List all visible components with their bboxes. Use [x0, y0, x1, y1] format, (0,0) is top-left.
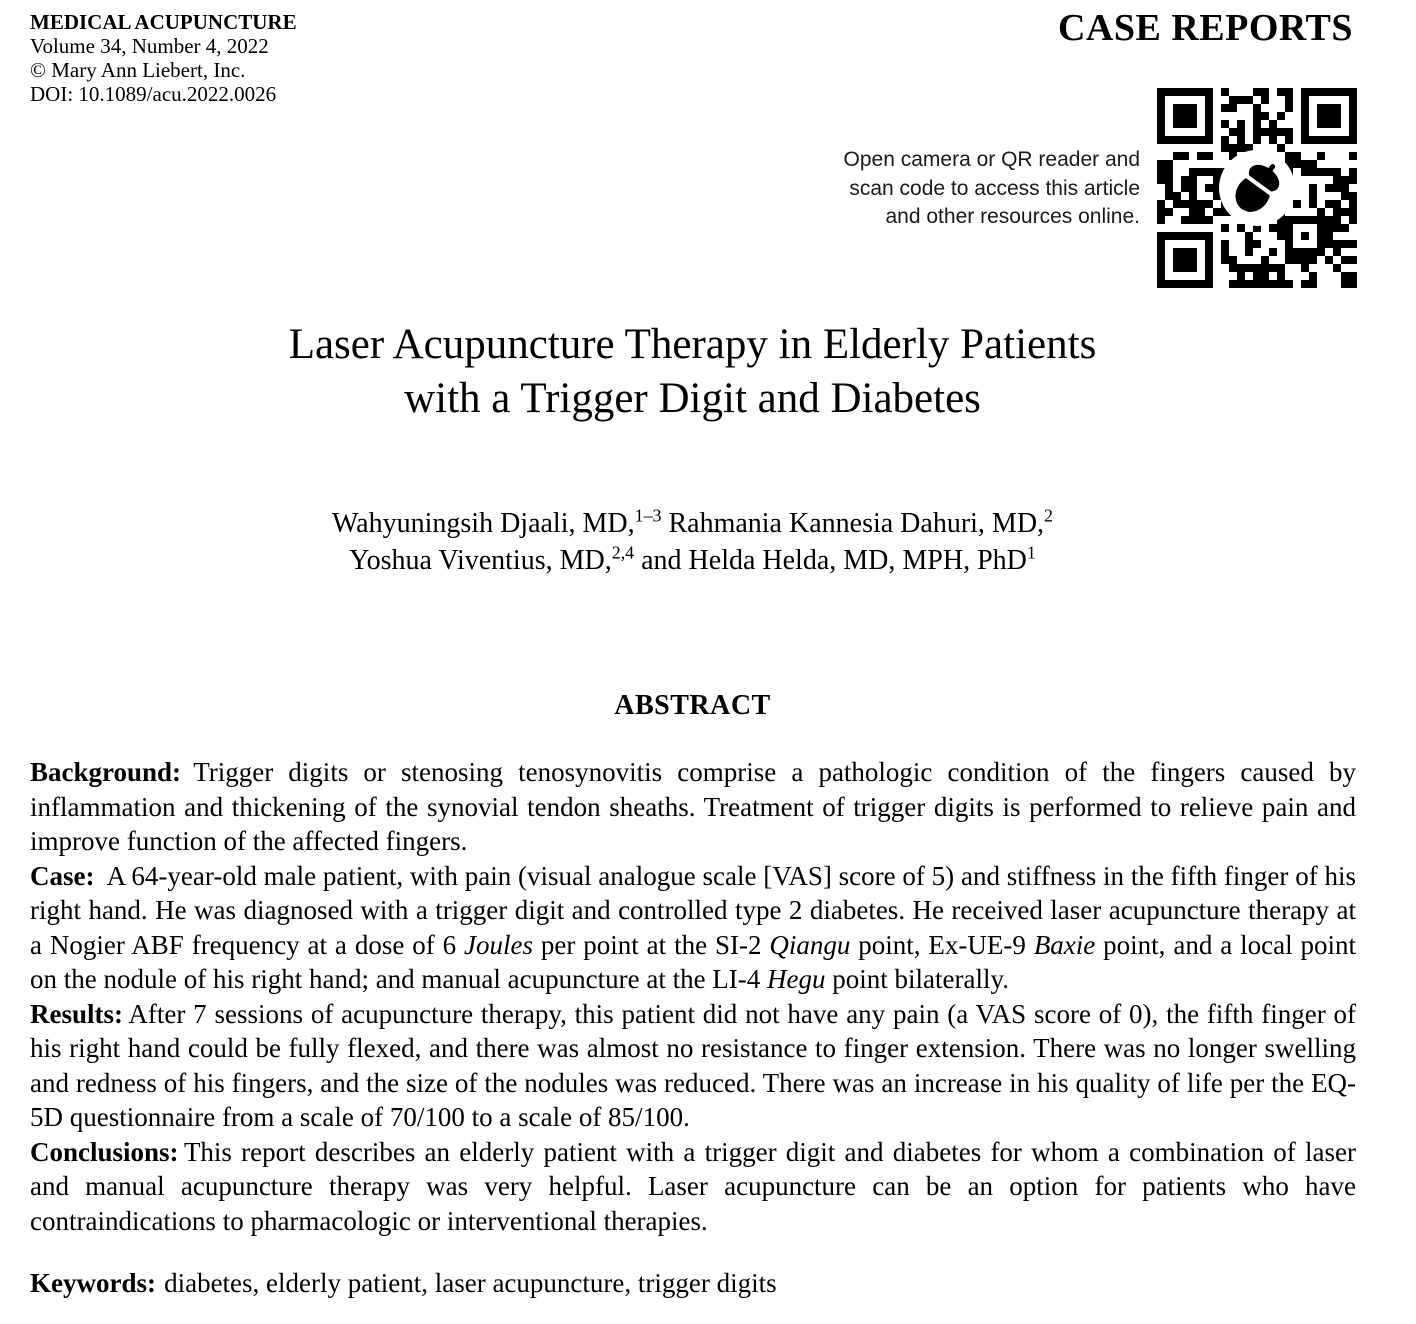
paragraph-label-background: Background:: [30, 757, 182, 787]
paragraph-text-case: A 64-year-old male patient, with pain (visual analogue scale [VAS] score of 5) and stiffness in the fifth finger of his right hand. He was diagnosed with a trigger digit and controlled type 2 diabetes. He received laser acupuncture therapy at a Nogier ABF frequency at a dose of 6 Joules per point at the SI-2 Qiangu point, Ex-UE-9 Baxie point, and a local point on the nodule of his right hand; and manual acupuncture at the LI-4 Hegu point bilaterally.: [30, 860, 1356, 994]
journal-info: [30, 10, 297, 106]
paragraph-text-background: Trigger digits or stenosing tenosynovitis comprise a pathologic condition of the fingers caused by inflammation and thickening of the synovial tendon sheaths. Treatment of trigger digits is performed to relieve pain and improve function of the affected fingers.: [30, 757, 1356, 856]
journal-volume-line: Volume 34, Number 4, 2022: [30, 34, 269, 58]
section-heading: CASE REPORTS: [1057, 7, 1353, 49]
paragraph-text-results: After 7 sessions of acupuncture therapy, this patient did not have any pain (a VAS score of 0), the fifth finger of his right hand could be fully flexed, and there was almost no resistance to finger extension. There was no longer swelling and redness of his fingers, and the size of the nodules was reduced. There was an increase in his quality of life per the EQ-5D questionnaire from a scale of 70/100 to a scale of 85/100.: [30, 998, 1356, 1132]
qr-caption-line-3: and other resources online.: [885, 205, 1140, 228]
title-line-1: Laser Acupuncture Therapy in Elderly Patients: [288, 321, 1097, 368]
qr-code: [1157, 88, 1357, 288]
author-byline: [30, 505, 1355, 579]
paragraph-label-conclusions: Conclusions:: [30, 1136, 179, 1167]
journal-name: MEDICAL ACUPUNCTURE: [30, 10, 297, 34]
journal-copyright-line: © Mary Ann Liebert, Inc.: [30, 58, 246, 82]
qr-caption-line-1: Open camera or QR reader and: [843, 148, 1140, 171]
paragraph-label-case: Case:: [30, 860, 95, 891]
authors-line-1: Wahyuningsih Djaali, MD,$^{1-3}$ Rahmania Kannesia Dahuri, MD,$^2$: [332, 505, 1053, 539]
paragraph-label-results: Results:: [30, 998, 123, 1029]
abstract-body: [30, 755, 1356, 1238]
keywords-text: diabetes, elderly patient, laser acupuncture, trigger digits: [164, 1268, 777, 1298]
keywords-line: [30, 1266, 1356, 1301]
authors-line-2: Yoshua Viventius, MD,$^{2,4}$ and Helda Helda, MD, MPH, PhD$^1$: [349, 542, 1036, 576]
keywords-label: Keywords:: [30, 1268, 156, 1298]
title-line-2: with a Trigger Digit and Diabetes: [404, 375, 981, 422]
qr-caption-line-2: scan code to access this article: [849, 176, 1140, 200]
journal-doi-line: DOI: 10.1089/acu.2022.0026: [30, 82, 277, 106]
abstract-paragraph-case: [30, 859, 1356, 997]
abstract-paragraph-results: [30, 997, 1356, 1135]
paragraph-text-conclusions: This report describes an elderly patient with a trigger digit and diabetes for whom a combination of laser and manual acupuncture therapy was very helpful. Laser acupuncture can be an option for patients who have contraindications to pharmacologic or interventional therapies.: [30, 1136, 1356, 1236]
abstract-heading: ABSTRACT: [614, 690, 771, 721]
qr-caption: [844, 146, 1140, 232]
abstract-paragraph-conclusions: [30, 1135, 1356, 1239]
abstract-paragraph-background: [30, 755, 1356, 859]
page-title: [30, 318, 1355, 426]
qr-code-icon: [1157, 88, 1357, 288]
